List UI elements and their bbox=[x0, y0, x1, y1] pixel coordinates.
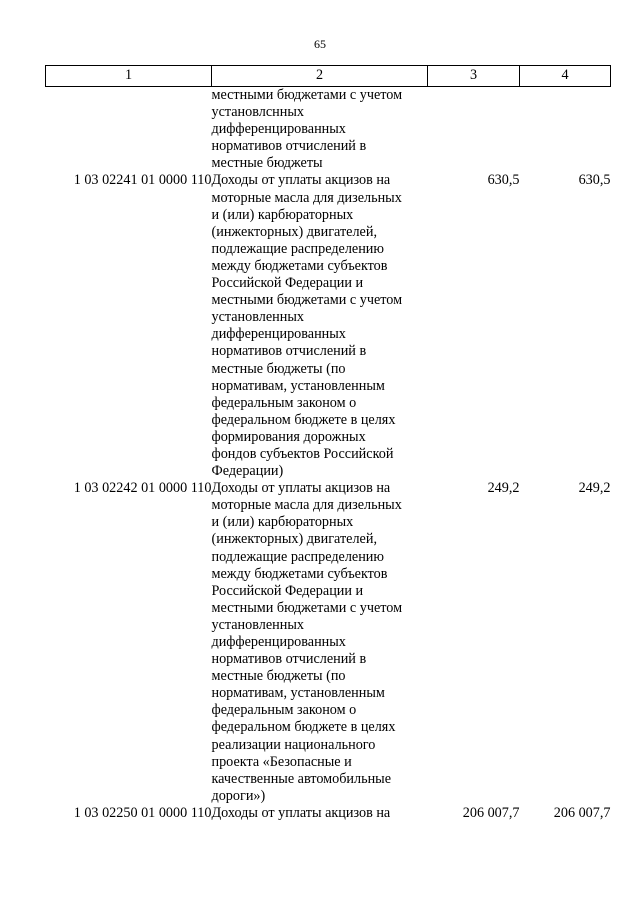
description-line: и (или) карбюраторных bbox=[211, 514, 354, 531]
description-line: федеральным законом о bbox=[211, 702, 357, 719]
description-line: федеральным законом о bbox=[211, 394, 357, 411]
description-line: местные бюджеты bbox=[211, 155, 323, 172]
description-line: нормативов отчислений в bbox=[211, 343, 367, 360]
description-line: федеральном бюджете в целях bbox=[211, 411, 396, 428]
description-line: местные бюджеты (по bbox=[211, 360, 346, 377]
description-line: местные бюджеты (по bbox=[211, 668, 346, 685]
description-line: и (или) карбюраторных bbox=[211, 206, 354, 223]
header-col-3: 3 bbox=[428, 66, 520, 87]
description-line: Доходы от уплаты акцизов на bbox=[211, 480, 391, 497]
table-row bbox=[46, 805, 611, 822]
description-cell bbox=[212, 805, 428, 822]
description-cell bbox=[212, 172, 428, 480]
description-line: Федерации) bbox=[211, 463, 284, 480]
description-line: (инжекторных) двигателей, bbox=[211, 223, 377, 240]
value-col-4: 206 007,7 bbox=[553, 804, 611, 821]
description-line: федеральном бюджете в целях bbox=[211, 719, 396, 736]
description-line: проекта «Безопасные и bbox=[211, 753, 352, 770]
description-line: Российской Федерации и bbox=[211, 275, 364, 292]
description-line: между бюджетами субъектов bbox=[211, 257, 388, 274]
value-col-4: 630,5 bbox=[578, 172, 611, 189]
description-line: местными бюджетами с учетом bbox=[211, 87, 403, 103]
table-row bbox=[46, 172, 611, 480]
code-cell: 1 03 02241 01 0000 110 bbox=[73, 172, 212, 189]
description-line: Доходы от уплаты акцизов на bbox=[211, 172, 391, 189]
description-line: нормативов отчислений в bbox=[211, 651, 367, 668]
value-col-3 bbox=[428, 87, 520, 173]
description-line: моторные масла для дизельных bbox=[211, 497, 402, 514]
description-line: нормативам, установленным bbox=[211, 377, 385, 394]
value-col-4: 249,2 bbox=[578, 480, 611, 497]
description-line: дифференцированных bbox=[211, 634, 346, 650]
description-line: реализации национального bbox=[211, 736, 376, 753]
table-header-row bbox=[46, 66, 611, 87]
code-cell bbox=[46, 87, 212, 173]
value-col-4 bbox=[520, 87, 611, 173]
description-line: нормативам, установленным bbox=[211, 685, 385, 702]
code-cell: 1 03 02250 01 0000 110 bbox=[73, 804, 212, 821]
description-line: установлснных bbox=[211, 104, 304, 121]
table-row-continuation bbox=[46, 87, 611, 173]
description-cell bbox=[212, 480, 428, 805]
header-col-1: 1 bbox=[46, 66, 212, 87]
description-line: установленных bbox=[211, 616, 304, 633]
value-col-3: 206 007,7 bbox=[462, 804, 520, 821]
description-line: Российской Федерации и bbox=[211, 582, 364, 599]
description-line: качественные автомобильные bbox=[211, 770, 391, 787]
revenue-table bbox=[45, 65, 611, 822]
table-row bbox=[46, 480, 611, 805]
value-col-3: 630,5 bbox=[487, 172, 520, 189]
description-line: формирования дорожных bbox=[211, 428, 366, 445]
description-line: местными бюджетами с учетом bbox=[211, 599, 403, 616]
code-cell: 1 03 02242 01 0000 110 bbox=[73, 480, 212, 497]
description-line: установленных bbox=[211, 309, 304, 326]
description-line: подлежащие распределению bbox=[211, 240, 384, 257]
page-number: 65 bbox=[314, 37, 326, 51]
description-line: фондов субъектов Российской bbox=[211, 445, 394, 462]
description-line: моторные масла для дизельных bbox=[211, 189, 402, 206]
description-line: дороги») bbox=[211, 787, 266, 804]
description-line: дифференцированных bbox=[211, 326, 346, 343]
description-line: (инжекторных) двигателей, bbox=[211, 531, 377, 548]
description-line: Доходы от уплаты акцизов на bbox=[211, 804, 391, 821]
description-line: местными бюджетами с учетом bbox=[211, 292, 403, 309]
description-line: подлежащие распределению bbox=[211, 548, 384, 565]
value-col-3: 249,2 bbox=[487, 480, 520, 497]
description-line: между бюджетами субъектов bbox=[211, 565, 388, 582]
header-col-2: 2 bbox=[212, 66, 428, 87]
description-line: дифференцированных bbox=[211, 121, 346, 138]
header-col-4: 4 bbox=[520, 66, 611, 87]
description-line: нормативов отчислений в bbox=[211, 138, 367, 155]
description-cell bbox=[212, 87, 428, 173]
